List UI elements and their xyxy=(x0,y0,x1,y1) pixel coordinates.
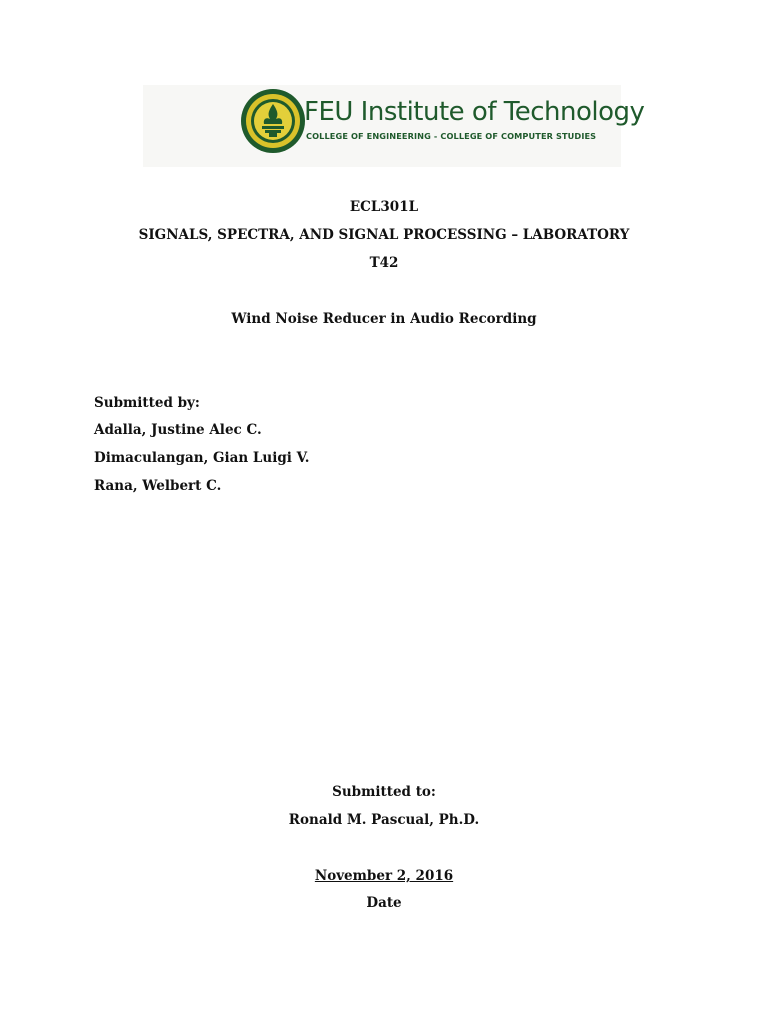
institution-name: FEU Institute of Technology xyxy=(304,97,645,127)
project-title: Wind Noise Reducer in Audio Recording xyxy=(231,311,537,327)
date-label: Date xyxy=(366,895,402,911)
course-section: T42 xyxy=(369,255,399,271)
member-name: Dimaculangan, Gian Luigi V. xyxy=(94,450,310,466)
submitted-to-label: Submitted to: xyxy=(332,784,436,800)
member-name: Adalla, Justine Alec C. xyxy=(94,422,262,438)
submitted-by-label: Submitted by: xyxy=(94,395,200,411)
institution-colleges: COLLEGE OF ENGINEERING - COLLEGE OF COMPUTER STUDIES xyxy=(306,131,597,141)
member-name: Rana, Welbert C. xyxy=(94,478,222,494)
course-title: SIGNALS, SPECTRA, AND SIGNAL PROCESSING – LABORATORY xyxy=(138,227,630,243)
institution-header xyxy=(143,85,645,167)
submission-date: November 2, 2016 xyxy=(314,868,454,884)
institution-seal-logo xyxy=(240,88,306,154)
adviser-name: Ronald M. Pascual, Ph.D. xyxy=(288,812,480,828)
course-code: ECL301L xyxy=(349,199,419,215)
